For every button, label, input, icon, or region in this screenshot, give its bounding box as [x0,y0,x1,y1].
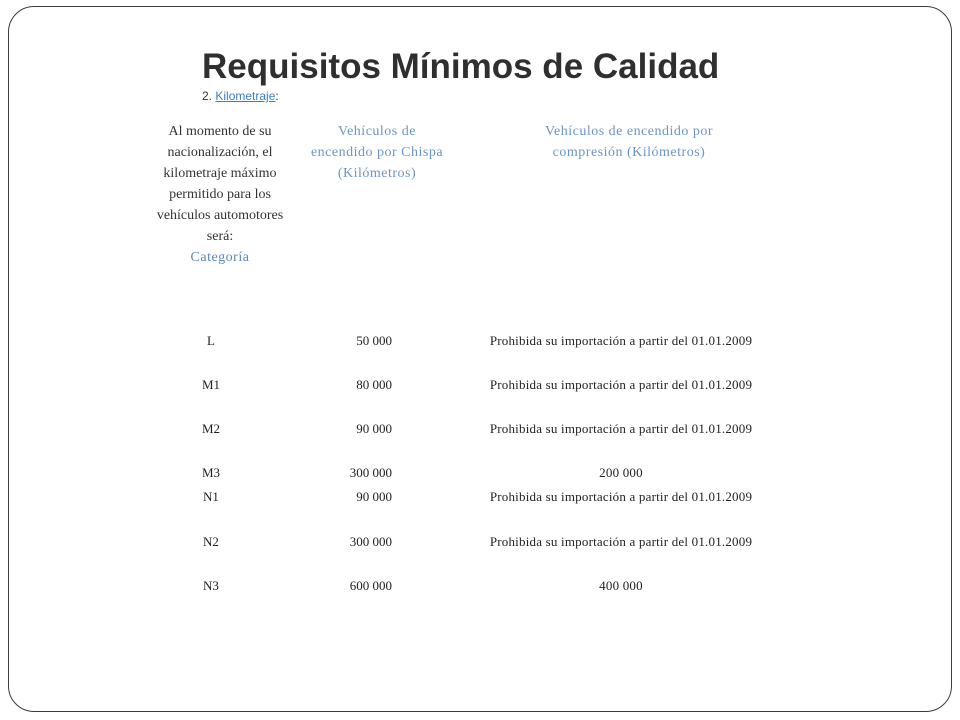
description-text: Al momento de su nacionalización, el kilometraje máximo permitido para los vehículos automotores será: [156,124,284,244]
header-compression: Vehículos de encendido por compresión (Kilómetros) [544,124,714,160]
table-row [9,489,952,509]
cell-category: N3 [203,578,219,593]
table-row [9,578,952,598]
cell-category: N1 [203,489,219,504]
cell-category: N2 [203,534,219,549]
cell-spark: 50 000 [356,333,392,348]
subtitle [202,89,279,103]
cell-category: M1 [201,377,221,392]
page-title: Requisitos Mínimos de Calidad [202,47,720,86]
cell-compression: Prohibida su importación a partir del 01.01.2009 [489,377,753,392]
cell-spark: 80 000 [356,377,392,392]
table-row [9,534,952,554]
header-spark: Vehículos de encendido por Chispa (Kilómetros) [310,124,444,181]
table-row [9,421,952,441]
table-row [9,465,952,485]
cell-category: M2 [201,421,221,436]
slide-frame [8,6,952,712]
cell-compression: Prohibida su importación a partir del 01.01.2009 [489,333,753,348]
subtitle-suffix: : [275,89,279,103]
cell-compression: 200 000 [599,465,643,480]
cell-category: L [207,333,215,348]
cell-category: M3 [201,465,221,480]
cell-spark: 90 000 [356,421,392,436]
cell-compression: Prohibida su importación a partir del 01.01.2009 [489,489,753,504]
kilometraje-link[interactable]: Kilometraje [215,89,276,103]
cell-compression: Prohibida su importación a partir del 01.01.2009 [489,534,753,549]
subtitle-number: 2. [202,89,213,103]
cell-spark: 300 000 [349,534,392,549]
table-row [9,333,952,353]
cell-spark: 600 000 [349,578,392,593]
cell-compression: Prohibida su importación a partir del 01.01.2009 [489,421,753,436]
header-description [149,121,291,268]
cell-spark: 300 000 [349,465,392,480]
cell-spark: 90 000 [356,489,392,504]
cell-compression: 400 000 [599,578,643,593]
header-category: Categoría [190,250,250,265]
table-row [9,377,952,397]
